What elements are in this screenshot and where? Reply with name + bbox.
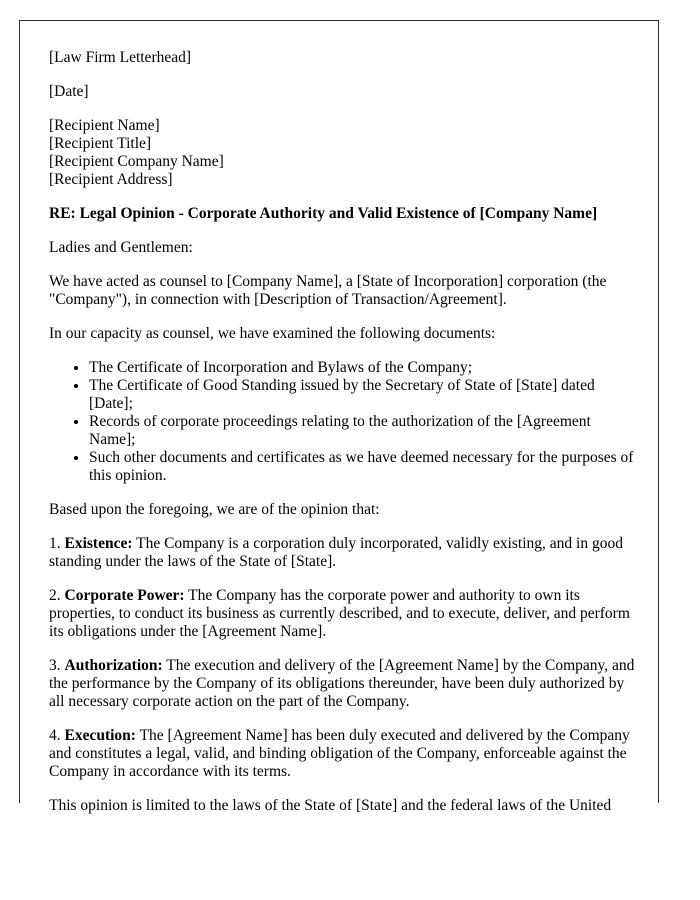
capacity-paragraph: In our capacity as counsel, we have examined the following documents: [49, 325, 496, 342]
list-item: • The Certificate of Good Standing issued by the Secretary of State of [State] dated [Date]; [89, 377, 639, 413]
intro-paragraph: We have acted as counsel to [Company Name], a [State of Incorporation] corporation (the "Company"), in connection with [Description of Transaction/Agreement]. [49, 273, 607, 308]
opinion-heading: Corporate Power: [64, 587, 185, 604]
opinion-text: The Company is a corporation duly incorporated, validly existing, and in good standing under the laws of the State of [State]. [49, 535, 623, 570]
opinion-number: 1. [49, 535, 61, 552]
recipient-title: [Recipient Title] [49, 135, 152, 152]
limitation-paragraph: This opinion is limited to the laws of the State of [State] and the federal laws of the United [49, 797, 612, 814]
opinion-text: The Company has the corporate power and authority to own its properties, to conduct its business as currently described, and to execute, deliver, and perform its obligations under the [Agreement Name]. [49, 587, 630, 640]
recipient-block [49, 117, 639, 189]
opinion-heading: Authorization: [64, 657, 163, 674]
list-item: • Records of corporate proceedings relating to the authorization of the [Agreement Name]; [89, 413, 639, 449]
opinion-heading: Existence: [64, 535, 133, 552]
letter-date: [Date] [49, 83, 89, 100]
opinion-number: 4. [49, 727, 61, 744]
opinion-number: 2. [49, 587, 61, 604]
list-item: • Such other documents and certificates as we have deemed necessary for the purposes of this opinion. [89, 449, 639, 485]
opinion-existence [49, 535, 639, 571]
salutation: Ladies and Gentlemen: [49, 239, 193, 256]
letterhead: [Law Firm Letterhead] [49, 49, 192, 66]
opinion-corporate-power [49, 587, 639, 641]
recipient-address: [Recipient Address] [49, 171, 173, 188]
opinion-heading: Execution: [64, 727, 136, 744]
opinion-execution [49, 727, 639, 781]
recipient-company: [Recipient Company Name] [49, 153, 224, 170]
opinion-text: The execution and delivery of the [Agreement Name] by the Company, and the performance by the Company of its obligations thereunder, have been duly authorized by all necessary corporate action on the part of the Company. [49, 657, 635, 710]
letter-content [49, 49, 639, 815]
documents-list [49, 359, 639, 485]
opinion-authorization [49, 657, 639, 711]
opinion-lead: Based upon the foregoing, we are of the opinion that: [49, 501, 380, 518]
opinion-number: 3. [49, 657, 61, 674]
letter-page [19, 20, 659, 814]
subject-line: RE: Legal Opinion - Corporate Authority and Valid Existence of [Company Name] [49, 205, 598, 222]
list-item: • The Certificate of Incorporation and Bylaws of the Company; [89, 359, 639, 377]
opinion-text: The [Agreement Name] has been duly executed and delivered by the Company and constitutes a legal, valid, and binding obligation of the Company, enforceable against the Company in accordance with its terms. [49, 727, 630, 780]
recipient-name: [Recipient Name] [49, 117, 160, 134]
